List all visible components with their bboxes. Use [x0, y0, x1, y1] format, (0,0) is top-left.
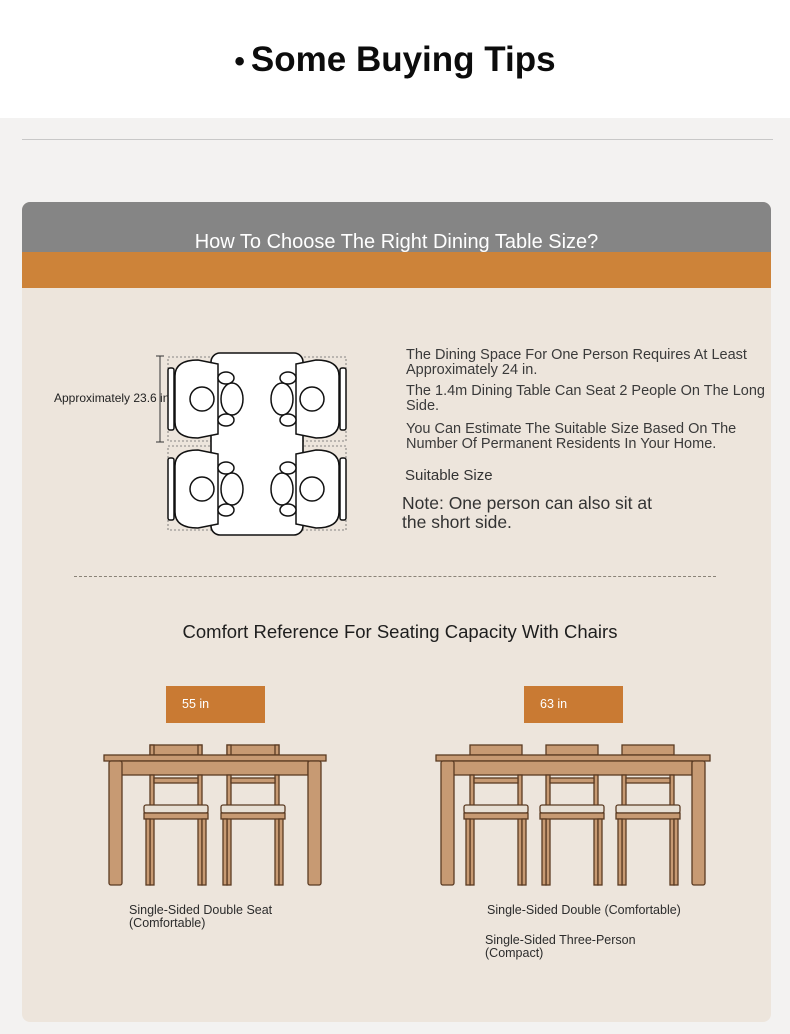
table-illustration-three-chairs [434, 742, 712, 887]
page-title-text: Some Buying Tips [250, 40, 556, 79]
tip-item: You Can Estimate The Suitable Size Based On The Number Of Permanent Residents In Your Home. [406, 421, 737, 452]
title-bullet: • [234, 45, 245, 78]
comfort-section-title: Comfort Reference For Seating Capacity With Chairs [182, 621, 618, 642]
top-view-table-diagram [50, 350, 350, 540]
caption-double-comfortable: Single-Sided Double (Comfortable) [487, 903, 681, 917]
caption-two-seat: Single-Sided Double Seat (Comfortable) [129, 903, 273, 930]
dashed-divider [74, 576, 716, 577]
caption-three-person-compact: Single-Sided Three-Person (Compact) [485, 933, 636, 960]
card-header-accent [22, 252, 771, 288]
table-illustration-two-chairs [102, 742, 328, 887]
size-badge-63: 63 in [524, 686, 623, 723]
tips-list [406, 348, 766, 458]
tip-item: The 1.4m Dining Table Can Seat 2 People On The Long Side. [406, 383, 765, 414]
table-size-card [22, 202, 771, 1022]
page-title [0, 40, 790, 80]
divider [22, 139, 773, 140]
card-title: How To Choose The Right Dining Table Size? [194, 231, 599, 253]
size-badge-55: 55 in [166, 686, 265, 723]
dimension-label: Approximately 23.6 in [54, 391, 170, 405]
tip-item: The Dining Space For One Person Requires At Least Approximately 24 in. [406, 347, 747, 378]
suitable-size-label: Suitable Size [405, 467, 493, 484]
note-text: Note: One person can also sit at the short side. [402, 493, 652, 532]
